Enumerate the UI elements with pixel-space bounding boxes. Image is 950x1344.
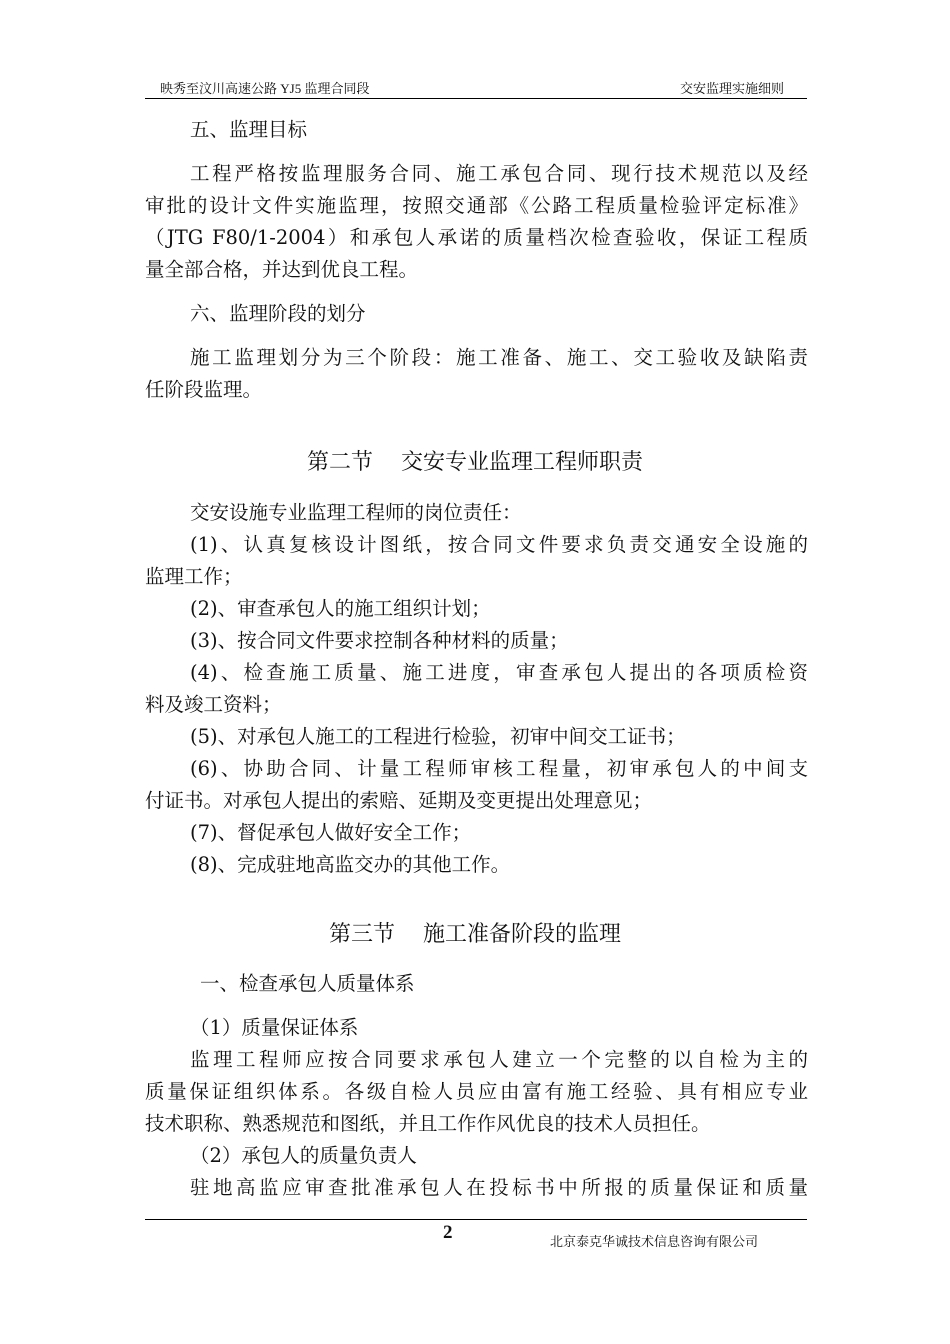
duty-item-5: (5)、对承包人施工的工程进行检验，初审中间交工证书；: [190, 725, 686, 748]
duty-item-1: (1)、认真复核设计图纸，按合同文件要求负责交通安全设施的: [190, 533, 808, 556]
footer-rule: [145, 1219, 807, 1220]
paragraph-line: 质量保证组织体系。各级自检人员应由富有施工经验、具有相应专业: [145, 1080, 808, 1103]
header-left-text: 映秀至汶川高速公路 YJ5 监理合同段: [160, 81, 370, 96]
paragraph-line: 工程严格按监理服务合同、施工承包合同、现行技术规范以及经: [190, 162, 808, 185]
duty-item-3: (3)、按合同文件要求控制各种材料的质量；: [190, 629, 569, 652]
paragraph-line: 监理工程师应按合同要求承包人建立一个完整的以自检为主的: [190, 1048, 808, 1071]
duty-item-6: (6)、协助合同、计量工程师审核工程量，初审承包人的中间支: [190, 757, 808, 780]
duty-item-1-cont: 监理工作；: [145, 565, 243, 588]
paragraph-line: 驻地高监应审查批准承包人在投标书中所报的质量保证和质量: [190, 1176, 808, 1199]
duty-item-2: (2)、审查承包人的施工组织计划；: [190, 597, 491, 620]
duty-item-6-cont: 付证书。对承包人提出的索赔、延期及变更提出处理意见；: [145, 789, 653, 812]
header-rule: [145, 98, 807, 99]
page-number: 2: [443, 1222, 453, 1243]
item-title: （2）承包人的质量负责人: [190, 1144, 417, 1167]
section-3-heading: 第三节 施工准备阶段的监理: [329, 922, 621, 947]
duty-item-7: (7)、督促承包人做好安全工作；: [190, 821, 472, 844]
paragraph-line: 审批的设计文件实施监理，按照交通部《公路工程质量检验评定标准》: [145, 194, 808, 217]
paragraph-line: 技术职称、熟悉规范和图纸，并且工作作风优良的技术人员担任。: [145, 1112, 711, 1135]
section-2-heading: 第二节 交安专业监理工程师职责: [307, 450, 643, 475]
item-title: （1）质量保证体系: [190, 1016, 359, 1039]
paragraph-line: 任阶段监理。: [145, 378, 263, 401]
duty-item-4-cont: 料及竣工资料；: [145, 693, 282, 716]
paragraph-line: 施工监理划分为三个阶段：施工准备、施工、交工验收及缺陷责: [190, 346, 808, 369]
section-5-title: 五、监理目标: [190, 118, 308, 141]
duty-item-4: (4)、检查施工质量、施工进度，审查承包人提出的各项质检资: [190, 661, 808, 684]
paragraph-line: 交安设施专业监理工程师的岗位责任：: [190, 501, 522, 524]
duty-item-8: (8)、完成驻地高监交办的其他工作。: [190, 853, 511, 876]
section-6-title: 六、监理阶段的划分: [190, 302, 366, 325]
subsection-title: 一、检查承包人质量体系: [200, 972, 415, 995]
paragraph-line: （JTG F80/1-2004）和承包人承诺的质量档次检查验收，保证工程质: [145, 226, 808, 249]
footer-company: 北京泰克华诚技术信息咨询有限公司: [550, 1235, 759, 1250]
header-right-text: 交安监理实施细则: [679, 81, 784, 96]
paragraph-line: 量全部合格，并达到优良工程。: [145, 258, 419, 281]
